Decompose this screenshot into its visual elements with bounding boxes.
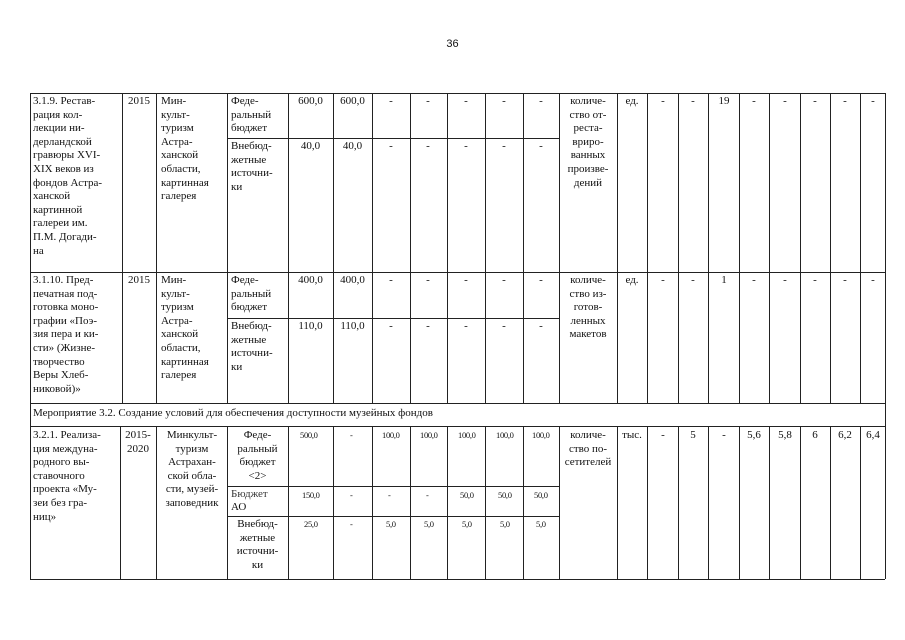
funding-source: Внебюд- жетные источни- ки xyxy=(236,518,279,571)
funding-total: 110,0 xyxy=(298,320,323,332)
table-line xyxy=(30,579,885,580)
funding-year-value: 100,0 xyxy=(496,430,514,440)
funding-2015: - xyxy=(350,430,353,440)
table-line xyxy=(860,93,861,403)
table-line xyxy=(769,426,770,579)
funding-year-value: - xyxy=(389,95,393,107)
table-line xyxy=(678,426,679,579)
funding-year-value: - xyxy=(539,140,543,152)
table-line xyxy=(227,318,559,319)
funding-year-value: 5,0 xyxy=(462,519,472,529)
funding-source: Внебюд- жетные источни- ки xyxy=(231,140,273,193)
table-line xyxy=(410,426,411,579)
funding-year-value: 50,0 xyxy=(534,490,548,500)
funding-year-value: - xyxy=(426,140,430,152)
funding-year-value: - xyxy=(502,95,506,107)
funding-total: 500,0 xyxy=(300,430,318,440)
indicator-value: - xyxy=(752,274,756,286)
table-line xyxy=(617,426,618,579)
funding-year-value: - xyxy=(388,490,391,500)
funding-year-value: - xyxy=(464,140,468,152)
indicator-value: - xyxy=(871,95,875,107)
table-line xyxy=(288,426,289,579)
table-line xyxy=(122,93,123,403)
funding-total: 25,0 xyxy=(304,519,318,529)
funding-year-value: - xyxy=(389,274,393,286)
funding-source: Феде- ральный бюджет <2> xyxy=(237,429,278,482)
table-line xyxy=(739,93,740,403)
table-line xyxy=(523,93,524,403)
table-line xyxy=(523,426,524,579)
table-line xyxy=(30,93,885,94)
measure-name: 3.2.1. Реализа- ция междуна- родного вы- ставочного проекта «Му- зеи без гра- ниц» xyxy=(33,429,101,523)
indicator-value: - xyxy=(752,95,756,107)
table-line xyxy=(800,426,801,579)
table-line xyxy=(372,426,373,579)
page-number: 36 xyxy=(446,38,459,50)
indicator-value: - xyxy=(843,274,847,286)
table-line xyxy=(647,426,648,579)
indicator-name: количе- ство от- реста- вриро- ванных произве- дений xyxy=(567,95,609,189)
measure-name: 3.1.10. Пред- печатная под- готовка моно- графии «Поэ- зия пера и ки- сти» (Жизне- творчество Веры Хлеб- никовой)» xyxy=(33,274,99,395)
table-line xyxy=(447,426,448,579)
indicator-value: - xyxy=(783,274,787,286)
indicator-value: - xyxy=(813,95,817,107)
funding-year-value: 50,0 xyxy=(498,490,512,500)
funding-2015: 40,0 xyxy=(342,140,363,152)
table-line xyxy=(860,426,861,579)
indicator-unit: ед. xyxy=(625,274,639,286)
funding-total: 40,0 xyxy=(300,140,321,152)
indicator-value: 6,4 xyxy=(866,429,880,441)
indicator-name: количе- ство из- готов- ленных макетов xyxy=(569,274,607,341)
measure-name: 3.1.9. Рестав- рация кол- лекции ни- дерландской гравюры XVI- XIX веков из фондов Астра- ханской картинной галереи им. П.М. Догади- на xyxy=(33,95,103,257)
funding-year-value: 5,0 xyxy=(500,519,510,529)
table-line xyxy=(830,93,831,403)
funding-year-value: - xyxy=(502,274,506,286)
indicator-value: - xyxy=(691,274,695,286)
table-line xyxy=(708,426,709,579)
funding-year-value: - xyxy=(464,274,468,286)
table-line xyxy=(156,93,157,403)
funding-year-value: 100,0 xyxy=(420,430,438,440)
indicator-value: - xyxy=(813,274,817,286)
table-line xyxy=(485,93,486,403)
indicator-value: 6 xyxy=(812,429,818,441)
indicator-value: - xyxy=(843,95,847,107)
indicator-value: 19 xyxy=(718,95,730,107)
funding-year-value: - xyxy=(426,320,430,332)
funding-total: 150,0 xyxy=(302,490,320,500)
funding-year-value: - xyxy=(464,95,468,107)
indicator-value: - xyxy=(871,274,875,286)
funding-source: Феде- ральный бюджет xyxy=(231,274,272,314)
indicator-value: - xyxy=(661,95,665,107)
table-line xyxy=(227,516,559,517)
table-line xyxy=(678,93,679,403)
measure-year: 2015 xyxy=(128,274,150,286)
measure-executor: Мин- культ- туризм Астра- ханской области, картинная галерея xyxy=(161,95,209,203)
funding-year-value: 100,0 xyxy=(458,430,476,440)
program-table xyxy=(30,93,885,579)
funding-year-value: - xyxy=(502,320,506,332)
funding-year-value: 50,0 xyxy=(460,490,474,500)
funding-2015: 110,0 xyxy=(340,320,365,332)
funding-year-value: 100,0 xyxy=(382,430,400,440)
funding-year-value: 5,0 xyxy=(386,519,396,529)
funding-year-value: - xyxy=(539,320,543,332)
indicator-value: 1 xyxy=(721,274,727,286)
table-line xyxy=(885,93,886,579)
indicator-value: 5,8 xyxy=(778,429,792,441)
funding-2015: 600,0 xyxy=(340,95,365,107)
table-line xyxy=(227,486,559,487)
indicator-value: - xyxy=(783,95,787,107)
funding-2015: 400,0 xyxy=(340,274,365,286)
funding-source: Бюджет xyxy=(231,488,268,500)
indicator-value: 6,2 xyxy=(838,429,852,441)
table-line xyxy=(30,272,885,273)
table-line xyxy=(769,93,770,403)
measure-executor: Минкульт- туризм Астрахан- ской обла- сти, музей- заповедник xyxy=(165,429,219,509)
funding-total: 600,0 xyxy=(298,95,323,107)
table-line xyxy=(485,426,486,579)
table-line xyxy=(708,93,709,403)
table-line xyxy=(739,426,740,579)
funding-year-value: - xyxy=(502,140,506,152)
table-line xyxy=(30,403,885,404)
section-title: Мероприятие 3.2. Создание условий для обеспечения доступности музейных фондов xyxy=(33,407,433,419)
measure-year: 2015- 2020 xyxy=(125,429,151,455)
table-line xyxy=(333,426,334,579)
funding-2015: - xyxy=(350,519,353,529)
indicator-name: количе- ство по- сетителей xyxy=(564,429,612,469)
table-line xyxy=(410,93,411,403)
funding-year-value: 5,0 xyxy=(536,519,546,529)
table-line xyxy=(372,93,373,403)
funding-year-value: 100,0 xyxy=(532,430,550,440)
table-line xyxy=(617,93,618,403)
indicator-value: 5 xyxy=(690,429,696,441)
table-line xyxy=(447,93,448,403)
indicator-value: - xyxy=(691,95,695,107)
table-line xyxy=(30,93,31,579)
funding-total: 400,0 xyxy=(298,274,323,286)
funding-year-value: - xyxy=(426,95,430,107)
table-line xyxy=(830,426,831,579)
table-line xyxy=(647,93,648,403)
table-line xyxy=(30,426,885,427)
table-line xyxy=(800,93,801,403)
measure-executor: Мин- культ- туризм Астра- ханской области, картинная галерея xyxy=(161,274,209,382)
funding-year-value: - xyxy=(389,320,393,332)
funding-year-value: - xyxy=(389,140,393,152)
indicator-unit: тыс. xyxy=(622,429,642,441)
funding-2015: - xyxy=(350,490,353,500)
funding-source: АО xyxy=(231,501,247,513)
funding-year-value: - xyxy=(426,490,429,500)
indicator-value: - xyxy=(661,429,665,441)
measure-year: 2015 xyxy=(128,95,150,107)
funding-year-value: - xyxy=(539,274,543,286)
table-line xyxy=(227,138,559,139)
funding-year-value: 5,0 xyxy=(424,519,434,529)
indicator-value: - xyxy=(661,274,665,286)
funding-source: Феде- ральный бюджет xyxy=(231,95,272,135)
funding-year-value: - xyxy=(539,95,543,107)
indicator-unit: ед. xyxy=(625,95,639,107)
funding-source: Внебюд- жетные источни- ки xyxy=(231,320,273,373)
indicator-value: 5,6 xyxy=(747,429,761,441)
funding-year-value: - xyxy=(464,320,468,332)
indicator-value: - xyxy=(722,429,726,441)
table-line xyxy=(227,93,228,403)
funding-year-value: - xyxy=(426,274,430,286)
